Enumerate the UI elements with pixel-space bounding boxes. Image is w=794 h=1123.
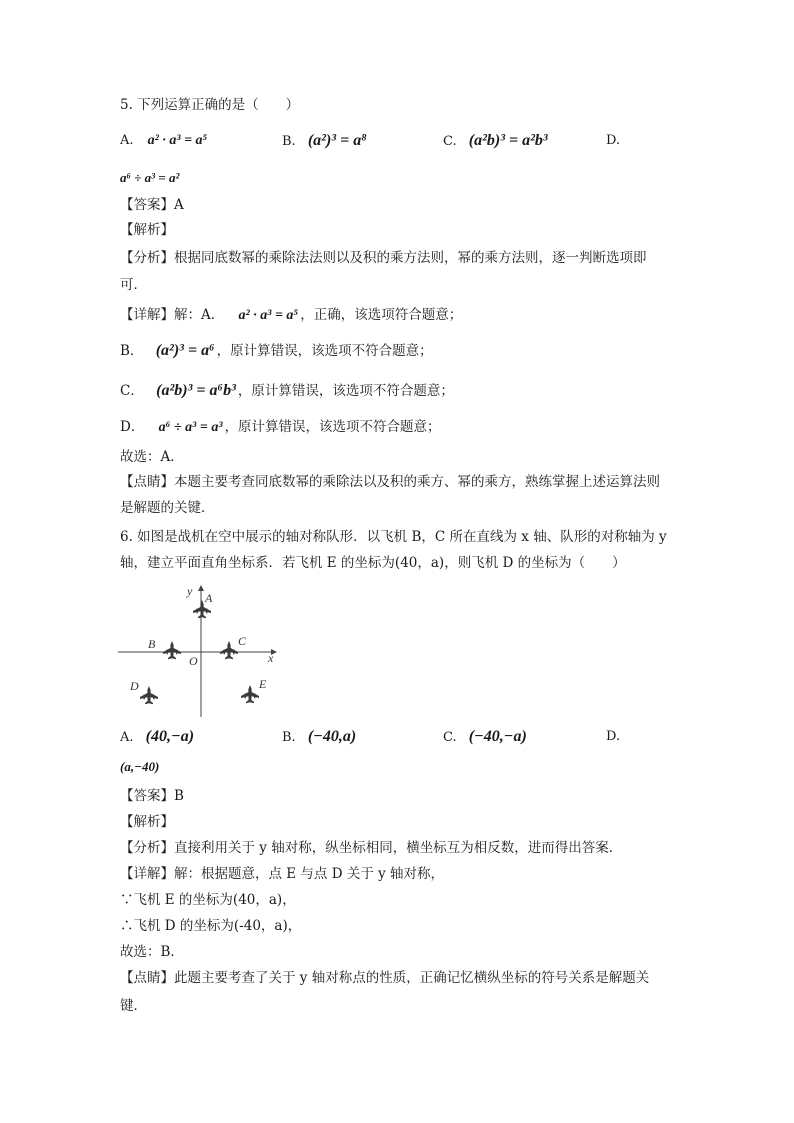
- q5-detail-a-post: ，正确，该选项符合题意；: [300, 307, 463, 323]
- q5-detail-a: [120, 305, 462, 326]
- plane-e-label: E: [259, 677, 267, 691]
- q5-detail-d-pre: D．: [120, 419, 145, 435]
- x-axis-label: x: [268, 651, 274, 665]
- q5-option-c-label: C.: [443, 134, 457, 149]
- plane-a-label: A: [205, 591, 213, 605]
- q6-stem-line1: 6. 如图是战机在空中展示的轴对称队形．以飞机 B，C 所在直线为 x 轴、队形的对称轴为 y: [120, 529, 667, 545]
- q5-detail-d-post: ，原计算错误，该选项不符合题意；: [224, 419, 441, 435]
- q6-option-c: [443, 727, 527, 748]
- q6-option-d-label: D.: [606, 729, 621, 744]
- plane-d-icon: [140, 686, 158, 704]
- q5-option-b: [282, 131, 367, 152]
- q6-option-c-expr: (−40,−a): [468, 728, 527, 745]
- q6-option-d-expr: (a,−40): [120, 759, 160, 774]
- q5-detail-c-expr: (a²b)³ = a⁶b³: [156, 382, 236, 399]
- q6-option-c-label: C.: [443, 730, 457, 745]
- q6-detail-line3: ∴飞机 D 的坐标为(-40，a)，: [120, 918, 302, 934]
- q5-option-a-expr: a² · a³ = a⁵: [147, 133, 208, 148]
- q5-detail-b-post: ，原计算错误，该选项不符合题意；: [216, 343, 433, 359]
- q5-detail-a-expr: a² · a³ = a⁵: [238, 308, 299, 323]
- q5-choose: 故选：A．: [120, 449, 184, 465]
- q6-choose: 故选：B．: [120, 944, 184, 960]
- q5-dianjing-line1: 【点睛】本题主要考查同底数幂的乘除法以及积的乘方、幂的乘方，熟练掌握上述运算法则: [120, 474, 660, 490]
- q6-answer: 【答案】B: [120, 788, 184, 804]
- q5-option-d-expr: a⁶ ÷ a³ = a²: [120, 170, 180, 185]
- q5-detail-d-expr: a⁶ ÷ a³ = a³: [158, 420, 223, 435]
- q6-option-b-expr: (−40,a): [307, 728, 357, 745]
- q5-option-a-label: A.: [120, 133, 134, 148]
- q5-option-d-label: D.: [606, 133, 621, 148]
- q5-detail-c-pre: C．: [120, 383, 144, 399]
- q5-detail-c-post: ，原计算错误，该选项不符合题意；: [237, 383, 454, 399]
- q5-stem: 5. 下列运算正确的是（ ）: [120, 97, 300, 113]
- plane-c-label: C: [238, 634, 247, 648]
- q6-fenxi: 【分析】直接利用关于 y 轴对称，纵坐标相同，横坐标互为相反数，进而得出答案．: [120, 840, 623, 856]
- q6-option-b: [282, 727, 356, 748]
- q5-option-a: [120, 131, 207, 151]
- plane-d-label: D: [130, 679, 139, 693]
- q6-option-b-label: B.: [282, 730, 296, 745]
- q6-analysis-title: 【解析】: [120, 814, 174, 830]
- q6-dianjing-line2: 键．: [120, 998, 147, 1014]
- q5-option-c: [443, 131, 548, 152]
- q5-detail-b-pre: B．: [120, 343, 144, 359]
- q6-detail-line2: ∵飞机 E 的坐标为(40，a)，: [120, 892, 296, 908]
- q6-option-a-label: A.: [120, 730, 134, 745]
- q5-option-c-expr: (a²b)³ = a²b³: [468, 132, 548, 149]
- q5-answer: 【答案】A: [120, 197, 184, 213]
- q5-detail-d: [120, 417, 441, 438]
- plane-b-icon: [163, 641, 181, 659]
- q5-analysis-title: 【解析】: [120, 222, 174, 238]
- formation-figure: [118, 582, 283, 722]
- q6-dianjing-line1: 【点睛】此题主要考查了关于 y 轴对称点的性质，正确记忆横纵坐标的符号关系是解题关: [120, 970, 650, 986]
- q6-detail-line1: 【详解】解：根据题意，点 E 与点 D 关于 y 轴对称，: [120, 866, 445, 882]
- q6-stem-line2: 轴，建立平面直角坐标系．若飞机 E 的坐标为(40，a)，则飞机 D 的坐标为（ ）: [120, 555, 626, 571]
- plane-e-icon: [241, 685, 259, 703]
- q5-detail-b-expr: (a²)³ = a⁶: [155, 342, 215, 359]
- q6-option-a-expr: (40,−a): [145, 728, 195, 745]
- origin-label: O: [189, 654, 198, 668]
- q5-detail-a-pre: 【详解】解：A．: [120, 307, 225, 323]
- plane-c-icon: [220, 641, 238, 659]
- q5-detail-b: [120, 341, 433, 361]
- plane-b-label: B: [148, 637, 156, 651]
- q5-fenxi-line1: 【分析】根据同底数幂的乘除法法则以及积的乘方法则，幂的乘方法则，逐一判断选项即: [120, 250, 647, 266]
- q6-option-a: [120, 727, 194, 748]
- y-axis-label: y: [187, 584, 193, 598]
- q5-detail-c: [120, 381, 454, 401]
- q5-option-b-label: B.: [282, 134, 296, 149]
- q5-fenxi-line2: 可．: [120, 277, 147, 293]
- q5-option-b-expr: (a²)³ = a⁸: [307, 132, 367, 149]
- q5-dianjing-line2: 是解题的关键．: [120, 500, 215, 516]
